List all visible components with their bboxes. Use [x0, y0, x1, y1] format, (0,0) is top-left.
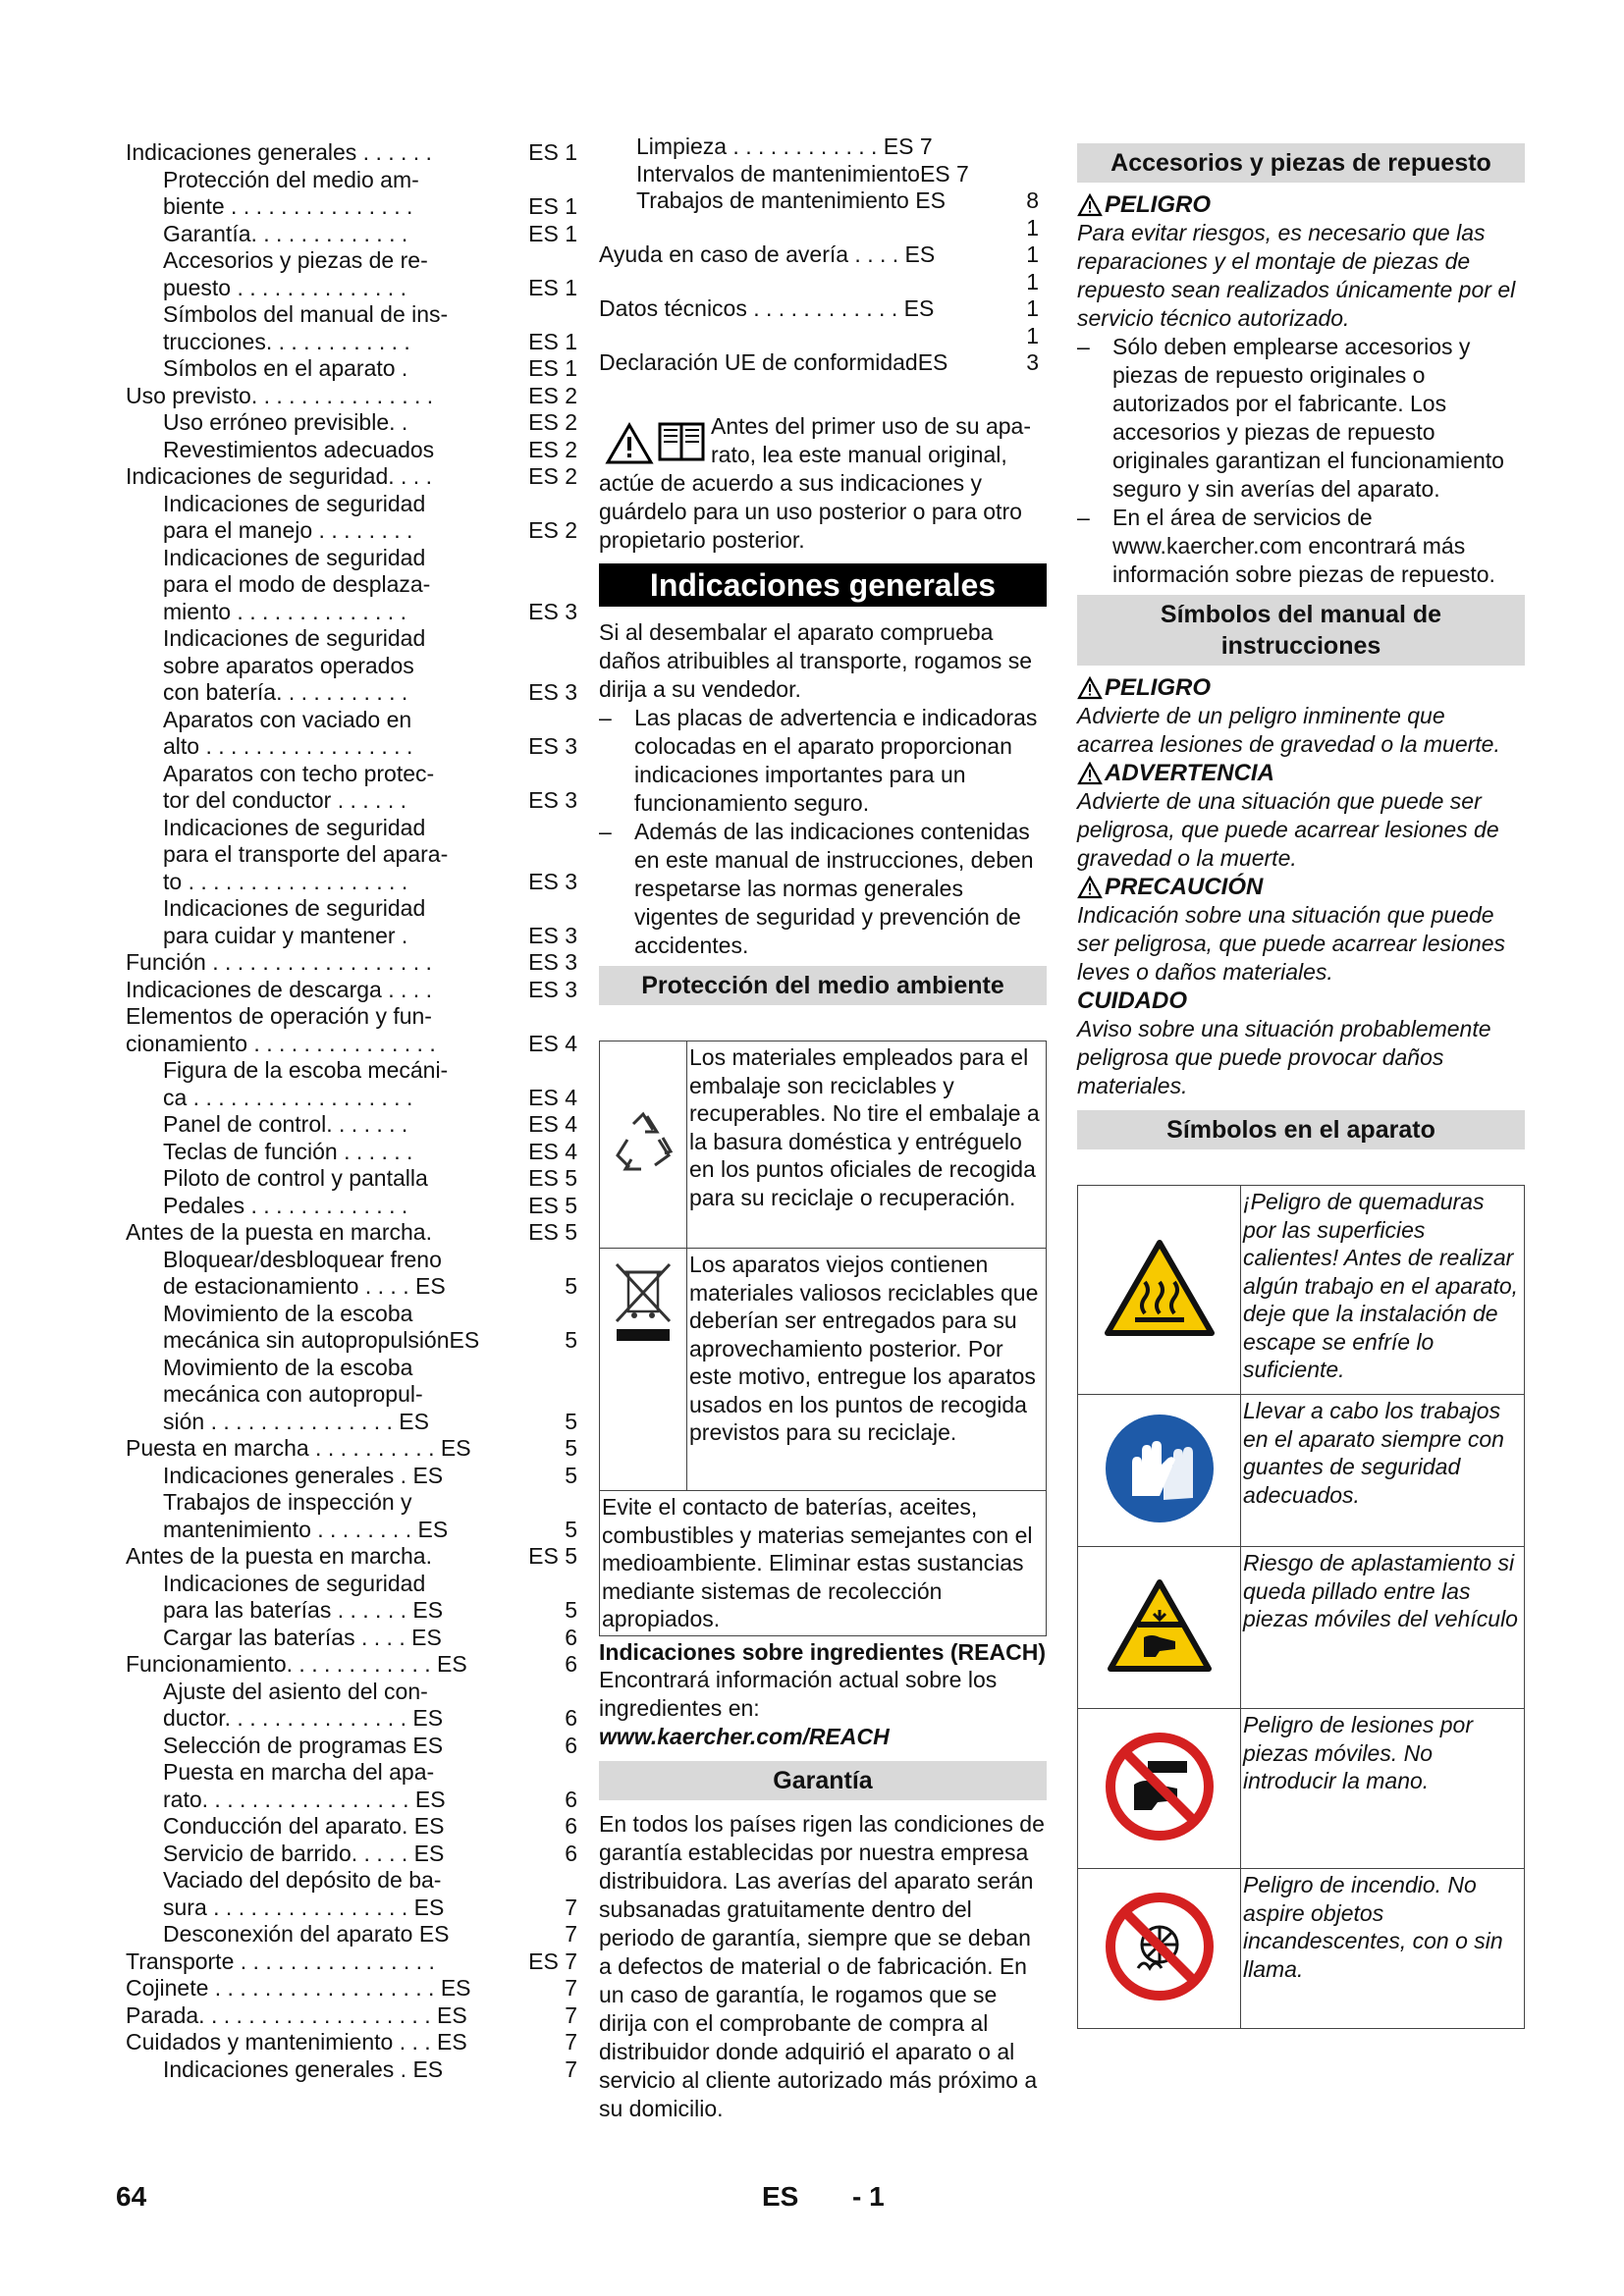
toc-entry[interactable] — [126, 1921, 577, 1949]
toc-entry-title: de estacionamiento . . . . ES — [163, 1273, 446, 1299]
toc-entry[interactable] — [126, 1085, 577, 1112]
signal-word-description: Advierte de un peligro inminente que acarrea lesiones de gravedad o la muerte. — [1077, 703, 1500, 757]
toc-entry-title: para el manejo . . . . . . . . — [163, 517, 413, 543]
signal-word-label: PELIGRO — [1077, 673, 1525, 702]
toc-entry[interactable] — [126, 1517, 577, 1544]
signal-word-label: ADVERTENCIA — [1077, 759, 1525, 787]
toc-entry[interactable] — [126, 599, 577, 626]
toc-entry[interactable] — [126, 1219, 577, 1247]
toc-entry[interactable] — [126, 1759, 577, 1787]
toc-entry-title: Declaración UE de conformidadES — [599, 349, 948, 375]
toc-entry-title: Transporte . . . . . . . . . . . . . . . . — [126, 1948, 435, 1974]
intro-line-1: Antes del primer uso de su apa- — [711, 413, 1032, 439]
toc-entry-title: Selección de programas ES — [163, 1732, 444, 1758]
toc-entry-title: para las baterías . . . . . . ES — [163, 1597, 444, 1623]
toc-entry-title: Intervalos de mantenimientoES 7 — [636, 160, 969, 187]
accessories-danger-text: Para evitar riesgos, es necesario que las reparaciones y el montaje de piezas de repuesto sean realizados únicamente por el servicio técnico autorizado. — [1077, 220, 1516, 331]
toc-entry-title: con batería. . . . . . . . . . . — [163, 679, 408, 705]
toc-entry[interactable] — [599, 161, 1039, 188]
general-bullet-1: – Las placas de advertencia e indicadoras colocadas en el aparato proporcionan indicaciones importantes para un funcionamiento seguro. — [599, 705, 1038, 816]
toc-entry[interactable] — [126, 1165, 577, 1193]
no-hand-text-cell: Peligro de lesiones por piezas móviles. No introducir la mano. — [1241, 1709, 1525, 1869]
footer-language: ES — [762, 2181, 799, 2212]
signal-word-label: CUIDADO — [1077, 988, 1187, 1014]
toc-entry-title: para cuidar y mantener . — [163, 922, 408, 948]
warning-triangle-icon — [605, 422, 654, 465]
toc-entry[interactable] — [126, 1031, 577, 1058]
toc-entry[interactable] — [126, 841, 577, 869]
toc-entry-title: para el transporte del apara- — [163, 841, 449, 867]
toc-entry-title: Trabajos de inspección y — [163, 1489, 412, 1515]
toc-entry[interactable] — [126, 1949, 577, 1976]
toc-entry-page: ES 4 — [528, 1030, 577, 1056]
toc-entry[interactable] — [126, 923, 577, 950]
toc-entry-page: ES 4 — [528, 1138, 577, 1164]
toc-entry-title: Indicaciones generales . ES — [163, 1462, 444, 1488]
toc-entry[interactable] — [126, 139, 577, 167]
toc-entry-title: trucciones. . . . . . . . . . . . — [163, 328, 410, 354]
toc-entry[interactable] — [126, 409, 577, 437]
toc-entry-page: ES 1 — [528, 193, 577, 219]
toc-entry-page: ES 2 — [528, 517, 577, 543]
toc-entry-title: biente . . . . . . . . . . . . . . . — [163, 193, 413, 219]
toc-entry-title: Indicaciones generales . ES — [163, 2056, 444, 2082]
intro-block — [599, 412, 1047, 558]
toc-entry-title: tor del conductor . . . . . . — [163, 787, 407, 813]
toc-entry-page: 7 — [565, 1975, 577, 2001]
no-hand-icon — [1105, 1732, 1215, 1842]
warning-triangle-icon — [1077, 193, 1103, 217]
no-fire-text-cell: Peligro de incendio. No aspire objetos incandescentes, con o sin llama. — [1241, 1869, 1525, 2029]
section-title-environment: Protección del medio ambiente — [599, 966, 1047, 1005]
toc-entry-page: ES 4 — [528, 1084, 577, 1110]
signal-word-description: Indicación sobre una situación que puede ser peligrosa, que puede acarrear lesiones leves o daños materiales. — [1077, 902, 1505, 985]
manual-symbols-list — [1077, 673, 1525, 1100]
toc-entry-title: Cojinete . . . . . . . . . . . . . . . . . . ES — [126, 1975, 471, 2001]
hot-surface-text-cell: ¡Peligro de quemaduras por las superficies calientes! Antes de realizar algún trabajo en el aparato, deje que la instalación de escape se enfríe lo suficiente. — [1241, 1186, 1525, 1395]
toc-entry[interactable] — [126, 491, 577, 518]
toc-entry-page: ES 2 — [528, 463, 577, 489]
toc-entry-page: 5 — [565, 1273, 577, 1299]
toc-entry-page: 7 — [565, 2029, 577, 2055]
signal-word-description: Advierte de una situación que puede ser peligrosa, que puede acarrear lesiones de gravedad o la muerte. — [1077, 788, 1499, 871]
toc-entry-page: ES 5 — [528, 1165, 577, 1191]
toc-entry-page: 5 — [565, 1435, 577, 1461]
toc-entry[interactable] — [126, 437, 577, 464]
toc-entry-page: ES 3 — [528, 733, 577, 759]
toc-entry-page: 1 — [1026, 214, 1039, 240]
toc-entry-page: 6 — [565, 1651, 577, 1677]
toc-entry[interactable] — [126, 1355, 577, 1382]
toc-entry-page: 8 — [1026, 187, 1039, 213]
toc-entry[interactable] — [126, 1193, 577, 1220]
toc-entry-title: Función . . . . . . . . . . . . . . . . . . — [126, 949, 432, 975]
accessories-bullet-2: – En el área de servicios de www.kaercher.com encontrará más información sobre piezas de repuesto. — [1077, 505, 1495, 587]
signal-word-label: PRECAUCIÓN — [1077, 873, 1525, 901]
toc-entry[interactable] — [126, 1895, 577, 1922]
toc-entry[interactable] — [126, 895, 577, 923]
toc-entry-title: Indicaciones de seguridad — [163, 625, 426, 651]
toc-entry-page: 5 — [565, 1462, 577, 1488]
toc-column-1 — [126, 139, 577, 2083]
toc-entry[interactable] — [126, 167, 577, 194]
gloves-cell — [1078, 1395, 1241, 1547]
toc-entry[interactable] — [126, 355, 577, 383]
toc-entry-title: mecánica con autopropul- — [163, 1381, 423, 1407]
toc-entry[interactable] — [126, 1625, 577, 1652]
toc-entry-title: miento . . . . . . . . . . . . . . — [163, 598, 406, 624]
toc-entry-page: 6 — [565, 1813, 577, 1839]
toc-entry[interactable] — [126, 2002, 577, 2030]
toc-entry[interactable] — [126, 1003, 577, 1031]
toc-entry-title: Protección del medio am- — [163, 166, 419, 192]
toc-entry-page: 6 — [565, 1705, 577, 1731]
toc-entry[interactable] — [126, 1463, 577, 1490]
toc-entry-title: Teclas de función . . . . . . — [163, 1138, 413, 1164]
toc-entry-page: ES 3 — [528, 787, 577, 813]
toc-entry-title: Parada. . . . . . . . . . . . . . . . . . . ES — [126, 2002, 467, 2028]
toc-entry[interactable] — [126, 1571, 577, 1598]
toc-entry-title: Puesta en marcha del apa- — [163, 1759, 435, 1785]
toc-entry-page: ES 5 — [528, 1219, 577, 1245]
toc-entry[interactable] — [126, 301, 577, 329]
toc-entry-page: 1 — [1026, 322, 1039, 348]
section-title-accessories: Accesorios y piezas de repuesto — [1077, 143, 1525, 183]
toc-entry-page: ES 1 — [528, 274, 577, 300]
toc-entry[interactable] — [126, 221, 577, 248]
toc-entry-page: 7 — [565, 1894, 577, 1920]
toc-entry[interactable] — [126, 193, 577, 221]
page-number: 64 — [116, 2181, 147, 2212]
reach-text: Encontrará información actual sobre los ingredientes en: — [599, 1666, 998, 1721]
toc-entry-title: Ajuste del asiento del con- — [163, 1678, 428, 1704]
toc-entry-title: Limpieza . . . . . . . . . . . . ES 7 — [636, 133, 933, 159]
section-title-general: Indicaciones generales — [599, 563, 1047, 607]
toc-entry[interactable] — [126, 247, 577, 275]
toc-entry[interactable] — [126, 545, 577, 572]
toc-entry-title: sobre aparatos operados — [163, 652, 414, 678]
toc-column-2 — [599, 133, 1039, 377]
toc-entry-title: sura . . . . . . . . . . . . . . . . ES — [163, 1894, 445, 1920]
toc-entry-title: Cuidados y mantenimiento . . . ES — [126, 2029, 467, 2055]
toc-entry[interactable] — [126, 1273, 577, 1301]
section-title-device-symbols: Símbolos en el aparato — [1077, 1110, 1525, 1149]
toc-entry-title: Indicaciones de seguridad — [163, 814, 426, 840]
toc-entry[interactable] — [126, 1867, 577, 1895]
intro-line-3: actúe de acuerdo a sus indicaciones y — [599, 470, 982, 496]
manual-book-icon — [656, 420, 707, 463]
toc-entry-title: Desconexión del aparato ES — [163, 1921, 450, 1947]
toc-entry-page: ES 5 — [528, 1543, 577, 1569]
toc-entry-title: rato. . . . . . . . . . . . . . . . . ES — [163, 1786, 446, 1812]
intro-line-4: guárdelo para un uso posterior o para otro — [599, 499, 1022, 524]
toc-entry[interactable] — [599, 187, 1039, 215]
crush-hazard-icon — [1105, 1576, 1215, 1675]
toc-entry-title: Uso previsto. . . . . . . . . . . . . . . — [126, 382, 434, 408]
toc-entry[interactable] — [126, 787, 577, 815]
crossed-bin-icon — [611, 1260, 676, 1343]
toc-entry[interactable] — [599, 269, 1039, 296]
toc-entry-title: Indicaciones de seguridad — [163, 895, 426, 921]
toc-entry-page: 1 — [1026, 295, 1039, 321]
general-paragraph: Si al desembalar el aparato comprueba daños atribuibles al transporte, rogamos se dirija a su vendedor. — [599, 619, 1033, 702]
toc-entry-title: Figura de la escoba mecáni- — [163, 1057, 449, 1083]
toc-entry[interactable] — [126, 1543, 577, 1571]
toc-entry-title: Elementos de operación y fun- — [126, 1003, 432, 1029]
toc-entry[interactable] — [126, 977, 577, 1004]
toc-entry[interactable] — [126, 1111, 577, 1139]
toc-entry-page: 7 — [565, 2056, 577, 2082]
toc-entry[interactable] — [126, 1841, 577, 1868]
toc-entry-page: ES 5 — [528, 1192, 577, 1218]
section-title-manual-symbols: Símbolos del manual de instrucciones — [1077, 595, 1525, 666]
toc-entry-title: Datos técnicos . . . . . . . . . . . . ES — [599, 295, 935, 321]
toc-entry-page: 5 — [565, 1597, 577, 1623]
toc-entry-title: alto . . . . . . . . . . . . . . . . . — [163, 733, 413, 759]
toc-entry-page: ES 3 — [528, 868, 577, 894]
toc-entry-title: para el modo de desplaza- — [163, 571, 431, 597]
toc-entry-page: ES 1 — [528, 139, 577, 165]
toc-entry[interactable] — [126, 1057, 577, 1085]
toc-entry-page: ES 7 — [528, 1948, 577, 1974]
toc-entry[interactable] — [599, 349, 1039, 377]
toc-entry-title: Conducción del aparato. ES — [163, 1813, 445, 1839]
toc-entry[interactable] — [599, 215, 1039, 242]
toc-entry[interactable] — [126, 1247, 577, 1274]
warranty-text: En todos los países rigen las condiciones de garantía establecidas por nuestra empresa distribuidora. Las averías del aparato serán subsanadas gratuitamente dentro del periodo de garantía, siempre que se deban a defectos de material o de fabricación. En un caso de garantía, le rogamos que se dirija con el comprobante de compra al distribuidor donde adquirió el aparato o al servicio al cliente autorizado más próximo a su domicilio. — [599, 1810, 1045, 2121]
toc-entry[interactable] — [126, 1813, 577, 1841]
toc-entry-title: Antes de la puesta en marcha. — [126, 1543, 432, 1569]
toc-entry[interactable] — [126, 815, 577, 842]
toc-entry-title: Puesta en marcha . . . . . . . . . . ES — [126, 1435, 471, 1461]
toc-entry-title: Indicaciones de seguridad — [163, 1570, 426, 1596]
warning-triangle-icon — [1077, 762, 1103, 785]
section-title-warranty: Garantía — [599, 1761, 1047, 1800]
toc-entry-page: ES 3 — [528, 922, 577, 948]
reach-title: Indicaciones sobre ingredientes (REACH) — [599, 1638, 1046, 1665]
toc-entry[interactable] — [126, 1489, 577, 1517]
toc-entry-title: Uso erróneo previsible. . — [163, 409, 408, 435]
toc-entry[interactable] — [126, 1327, 577, 1355]
intro-line-5: propietario posterior. — [599, 527, 805, 553]
toc-entry-title: Garantía. . . . . . . . . . . . . — [163, 220, 408, 246]
no-hand-cell — [1078, 1709, 1241, 1869]
toc-entry[interactable] — [126, 571, 577, 599]
toc-entry-title: ca . . . . . . . . . . . . . . . . . . — [163, 1084, 413, 1110]
toc-entry-page: ES 2 — [528, 382, 577, 408]
toc-entry-title: Símbolos en el aparato . — [163, 355, 408, 381]
toc-entry[interactable] — [126, 2056, 577, 2084]
toc-entry-page: 5 — [565, 1327, 577, 1353]
toc-entry-title: mantenimiento . . . . . . . . ES — [163, 1516, 449, 1542]
warning-triangle-icon — [1077, 676, 1103, 700]
warning-triangle-icon — [1077, 876, 1103, 899]
toc-entry-title: Indicaciones generales . . . . . . — [126, 139, 432, 165]
toc-entry[interactable] — [126, 1409, 577, 1436]
toc-entry-page: 3 — [1026, 349, 1039, 375]
reach-link[interactable]: www.kaercher.com/REACH — [599, 1723, 890, 1749]
toc-entry[interactable] — [126, 733, 577, 761]
toc-entry[interactable] — [126, 707, 577, 734]
toc-entry-page: 6 — [565, 1786, 577, 1812]
toc-entry-title: Aparatos con vaciado en — [163, 706, 412, 732]
toc-entry[interactable] — [126, 1139, 577, 1166]
toc-entry-title: Aparatos con techo protec- — [163, 760, 435, 786]
toc-entry[interactable] — [126, 1435, 577, 1463]
toc-entry[interactable] — [126, 383, 577, 410]
toc-entry-title: Símbolos del manual de ins- — [163, 301, 449, 327]
toc-entry[interactable] — [126, 2029, 577, 2056]
toc-entry[interactable] — [126, 679, 577, 707]
toc-entry-page: ES 3 — [528, 976, 577, 1002]
toc-entry[interactable] — [126, 1679, 577, 1706]
accessories-bullet-1: – Sólo deben emplearse accesorios y piezas de repuesto originales o autorizados por el fabricante. Los accesorios y piezas de repuesto originales garantizan el funcionamiento seguro y sin averías del aparato. — [1077, 334, 1504, 502]
toc-entry-title: ductor. . . . . . . . . . . . . . . ES — [163, 1705, 444, 1731]
toc-entry[interactable] — [126, 1651, 577, 1679]
toc-entry[interactable] — [126, 1705, 577, 1733]
toc-entry-title: mecánica sin autopropulsiónES — [163, 1327, 480, 1353]
hot-surface-cell — [1078, 1186, 1241, 1395]
toc-entry-title: Movimiento de la escoba — [163, 1354, 413, 1380]
toc-entry[interactable] — [126, 517, 577, 545]
recycle-cell — [600, 1041, 687, 1249]
toc-entry-page: ES 3 — [528, 679, 577, 705]
toc-entry-title: Accesorios y piezas de re- — [163, 247, 428, 273]
footer-subpage: - 1 — [852, 2181, 885, 2212]
toc-entry-title: puesto . . . . . . . . . . . . . . — [163, 274, 406, 300]
toc-entry-title: Funcionamiento. . . . . . . . . . . . ES — [126, 1651, 467, 1677]
toc-entry-title: Revestimientos adecuados — [163, 436, 435, 462]
toc-entry[interactable] — [126, 949, 577, 977]
toc-entry-page: ES 1 — [528, 355, 577, 381]
toc-entry[interactable] — [126, 275, 577, 302]
toc-entry-page: ES 2 — [528, 436, 577, 462]
toc-entry-page: ES 3 — [528, 949, 577, 975]
battery-wide-cell: Evite el contacto de baterías, aceites, combustibles y materias semejantes con el medioambiente. Eliminar estas sustancias mediante sistemas de recolección apropiados. — [600, 1491, 1047, 1636]
no-fire-cell — [1078, 1869, 1241, 2029]
toc-entry[interactable] — [599, 133, 1039, 161]
toc-entry-page: ES 3 — [528, 598, 577, 624]
no-burning-objects-icon — [1105, 1892, 1215, 2002]
toc-entry-title: sión . . . . . . . . . . . . . . . ES — [163, 1408, 429, 1434]
toc-entry-title: Indicaciones de seguridad. . . . — [126, 463, 432, 489]
toc-entry[interactable] — [126, 1733, 577, 1760]
toc-entry-title: Indicaciones de seguridad — [163, 544, 426, 570]
toc-entry-page: 5 — [565, 1516, 577, 1542]
toc-entry[interactable] — [126, 653, 577, 680]
toc-entry[interactable] — [599, 241, 1039, 269]
bin-text-cell: Los aparatos viejos contienen materiales valiosos reciclables que deberían ser entregados para su aprovechamiento posterior. Por este motivo, entregue los aparatos usados en los puntos de recogida previstos para su reciclaje. — [687, 1249, 1047, 1491]
device-symbols-table — [1077, 1185, 1525, 2029]
crush-cell — [1078, 1547, 1241, 1709]
middle-column — [599, 412, 1047, 2123]
toc-entry-title: Indicaciones de descarga . . . . — [126, 976, 432, 1002]
toc-entry-title: Trabajos de mantenimiento ES — [636, 187, 946, 213]
signal-word-description: Aviso sobre una situación probablemente peligrosa que puede provocar daños materiales. — [1077, 1016, 1491, 1098]
toc-entry-title: to . . . . . . . . . . . . . . . . . . — [163, 868, 408, 894]
recycle-text-cell: Los materiales empleados para el embalaje son reciclables y recuperables. No tire el embalaje a la basura doméstica y entréguelo en los puntos oficiales de recogida para su reciclaje o recuperación. — [687, 1041, 1047, 1249]
toc-entry-title: Panel de control. . . . . . . — [163, 1111, 408, 1137]
toc-entry-page: 6 — [565, 1624, 577, 1650]
toc-entry[interactable] — [126, 1975, 577, 2002]
gloves-text-cell: Llevar a cabo los trabajos en el aparato siempre con guantes de seguridad adecuados. — [1241, 1395, 1525, 1547]
toc-entry-title: Piloto de control y pantalla — [163, 1165, 428, 1191]
toc-entry-page: 1 — [1026, 241, 1039, 267]
toc-entry[interactable] — [126, 463, 577, 491]
accessories-danger-label: PELIGRO — [1077, 190, 1525, 219]
general-bullet-2: – Además de las indicaciones contenidas en este manual de instrucciones, deben respetarse las normas generales vigentes de seguridad y prevención de accidentes. — [599, 819, 1034, 958]
toc-entry[interactable] — [126, 1301, 577, 1328]
toc-entry-page: ES 2 — [528, 409, 577, 435]
toc-entry-title: Movimiento de la escoba — [163, 1300, 413, 1326]
toc-entry-page: 7 — [565, 2002, 577, 2028]
toc-entry-title: Servicio de barrido. . . . . ES — [163, 1840, 445, 1866]
right-column — [1077, 143, 1525, 2029]
bin-cell — [600, 1249, 687, 1491]
environment-table — [599, 1041, 1047, 1636]
toc-entry-page: 1 — [1026, 268, 1039, 294]
toc-entry[interactable] — [599, 295, 1039, 323]
toc-entry-title: cionamiento . . . . . . . . . . . . . . . — [126, 1030, 436, 1056]
intro-line-2: rato, lea este manual original, — [711, 442, 1007, 467]
toc-entry-page: ES 4 — [528, 1111, 577, 1137]
toc-entry-title: Antes de la puesta en marcha. — [126, 1219, 432, 1245]
toc-entry[interactable] — [126, 761, 577, 788]
toc-entry[interactable] — [126, 329, 577, 356]
toc-entry[interactable] — [126, 1787, 577, 1814]
toc-entry[interactable] — [126, 1381, 577, 1409]
hot-surface-warning-icon — [1102, 1237, 1218, 1339]
toc-entry[interactable] — [126, 625, 577, 653]
toc-entry[interactable] — [126, 869, 577, 896]
toc-entry[interactable] — [126, 1597, 577, 1625]
toc-entry-title: Indicaciones de seguridad — [163, 490, 426, 516]
toc-entry-title: Cargar las baterías . . . . ES — [163, 1624, 442, 1650]
safety-gloves-icon — [1103, 1412, 1217, 1525]
toc-entry-page: 7 — [565, 1921, 577, 1947]
toc-entry-page: ES 1 — [528, 220, 577, 246]
toc-entry-page: 6 — [565, 1840, 577, 1866]
recycle-icon — [612, 1110, 675, 1175]
toc-entry-title: Vaciado del depósito de ba- — [163, 1867, 442, 1893]
toc-entry-title: Ayuda en caso de avería . . . . ES — [599, 241, 936, 267]
toc-entry-page: ES 1 — [528, 328, 577, 354]
toc-entry-page: 5 — [565, 1408, 577, 1434]
toc-entry-page: 6 — [565, 1732, 577, 1758]
toc-entry[interactable] — [599, 323, 1039, 350]
crush-text-cell: Riesgo de aplastamiento si queda pillado entre las piezas móviles del vehículo — [1241, 1547, 1525, 1709]
toc-entry-title: Pedales . . . . . . . . . . . . . — [163, 1192, 408, 1218]
toc-entry-title: Bloquear/desbloquear freno — [163, 1246, 442, 1272]
